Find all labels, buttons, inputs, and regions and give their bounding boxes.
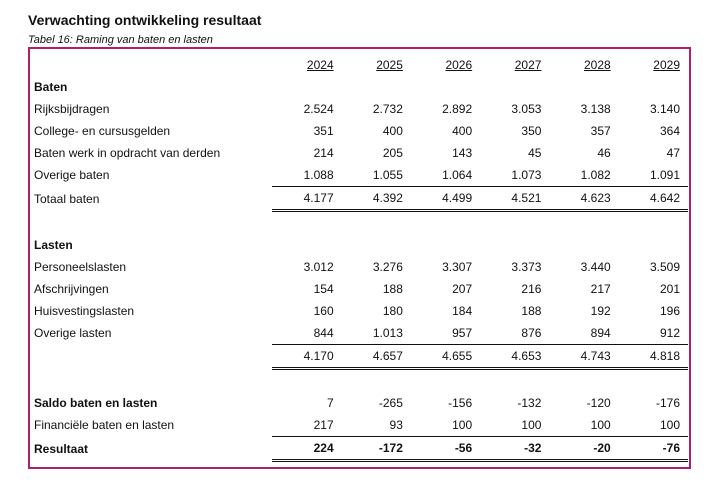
value-cell [619, 76, 688, 98]
value-cell: 4.642 [619, 187, 688, 211]
value-cell: 4.521 [480, 187, 549, 211]
value-cell: 2.524 [303, 102, 334, 116]
row-label: Overige baten [34, 168, 110, 183]
value-cell: 3.012 [303, 260, 334, 274]
value-cell: 4.623 [549, 187, 618, 211]
value-cell: 205 [382, 146, 403, 160]
value-cell: 3.509 [649, 260, 680, 274]
value-cell: 214 [313, 146, 334, 160]
total-row-lasten [34, 345, 688, 369]
spacer-row [34, 369, 688, 393]
value-cell: 216 [521, 282, 542, 296]
value-cell: -172 [342, 437, 411, 461]
value-cell: 217 [590, 282, 611, 296]
value-cell [619, 211, 688, 235]
value-cell: 3.138 [580, 102, 611, 116]
value-cell [411, 369, 480, 393]
table-row [34, 322, 688, 345]
value-cell: 4.653 [480, 345, 549, 369]
table-frame [28, 47, 691, 469]
value-cell: 351 [313, 124, 334, 138]
value-cell: 180 [382, 304, 403, 318]
value-cell [480, 369, 549, 393]
table-row [34, 98, 688, 120]
table-row [34, 142, 688, 164]
value-cell: 400 [382, 124, 403, 138]
value-cell: 1.082 [580, 168, 611, 182]
value-cell: 3.053 [511, 102, 542, 116]
row-label: Financiële baten en lasten [34, 418, 175, 433]
table-row [34, 278, 688, 300]
value-cell [480, 211, 549, 235]
row-label: Rijksbijdragen [34, 102, 110, 116]
value-cell: 1.064 [442, 168, 473, 182]
value-cell [480, 76, 549, 98]
year-header-row [34, 53, 688, 76]
value-cell: 7 [326, 396, 334, 410]
value-cell: 1.088 [303, 168, 334, 182]
value-cell: 4.177 [272, 187, 341, 211]
value-cell: -156 [448, 396, 473, 410]
year-header: 2024 [306, 57, 334, 72]
value-cell: 357 [590, 124, 611, 138]
value-cell: -132 [517, 396, 542, 410]
value-cell: -56 [411, 437, 480, 461]
value-cell: 196 [659, 304, 680, 318]
year-header: 2025 [376, 57, 403, 72]
value-cell: -176 [655, 396, 680, 410]
value-cell: -120 [586, 396, 611, 410]
total-row-baten [34, 187, 688, 211]
table-row [34, 164, 688, 187]
year-header: 2028 [583, 57, 611, 72]
row-label: Baten werk in opdracht van derden [34, 146, 221, 160]
value-cell: 400 [452, 124, 473, 138]
value-cell: 1.055 [372, 168, 403, 182]
row-label: Resultaat [34, 441, 89, 456]
value-cell: 3.440 [580, 260, 611, 274]
value-cell: 3.276 [372, 260, 403, 274]
value-cell [342, 76, 411, 98]
value-cell [549, 369, 618, 393]
value-cell: 100 [659, 418, 680, 432]
value-cell: 4.657 [342, 345, 411, 369]
value-cell: 207 [452, 282, 473, 296]
value-cell: 100 [452, 418, 473, 432]
value-cell: 93 [389, 418, 403, 432]
value-cell [619, 369, 688, 393]
value-cell: 2.732 [372, 102, 403, 116]
value-cell: 154 [313, 282, 334, 296]
value-cell: 876 [521, 326, 542, 340]
value-cell [411, 234, 480, 256]
table-row [34, 120, 688, 142]
value-cell: 957 [452, 326, 473, 340]
row-label: Saldo baten en lasten [34, 396, 158, 410]
row-label: Huisvestingslasten [34, 304, 135, 318]
value-cell [480, 234, 549, 256]
value-cell: 1.091 [649, 168, 680, 182]
spacer-row [34, 211, 688, 235]
value-cell [342, 211, 411, 235]
value-cell: 364 [659, 124, 680, 138]
financieel-row [34, 414, 688, 437]
year-header: 2026 [445, 57, 473, 72]
resultaat-row [34, 437, 688, 461]
value-cell: 894 [590, 326, 611, 340]
value-cell: 224 [272, 437, 341, 461]
value-cell: -76 [619, 437, 688, 461]
spacer [34, 369, 272, 393]
value-cell: 143 [452, 146, 473, 160]
saldo-row [34, 392, 688, 414]
value-cell: 100 [521, 418, 542, 432]
value-cell [549, 76, 618, 98]
value-cell [549, 211, 618, 235]
value-cell: 160 [313, 304, 334, 318]
value-cell: 2.892 [442, 102, 473, 116]
section-heading: Baten [34, 80, 68, 94]
row-label: Personeelslasten [34, 260, 127, 274]
value-cell: 912 [659, 326, 680, 340]
value-cell: 46 [597, 146, 611, 160]
table-row [34, 256, 688, 278]
value-cell: 4.170 [272, 345, 341, 369]
row-label: Afschrijvingen [34, 282, 109, 296]
section-heading: Lasten [34, 238, 73, 252]
value-cell: 217 [313, 418, 334, 432]
year-header: 2027 [514, 57, 542, 72]
value-cell [272, 211, 341, 235]
page-title: Verwachting ontwikkeling resultaat [28, 12, 262, 28]
value-cell: 1.073 [511, 168, 542, 182]
value-cell: 3.140 [649, 102, 680, 116]
value-cell [272, 234, 341, 256]
forecast-table [34, 53, 688, 462]
value-cell: -32 [480, 437, 549, 461]
value-cell [619, 234, 688, 256]
value-cell: 188 [382, 282, 403, 296]
value-cell [272, 369, 341, 393]
row-label: College- en cursusgelden [34, 124, 171, 138]
value-cell: 4.499 [411, 187, 480, 211]
value-cell [342, 369, 411, 393]
row-label: Totaal baten [34, 191, 100, 206]
section-heading-lasten [34, 234, 688, 256]
value-cell [411, 211, 480, 235]
value-cell: 350 [521, 124, 542, 138]
value-cell: 100 [590, 418, 611, 432]
value-cell: 4.818 [619, 345, 688, 369]
value-cell: 4.392 [342, 187, 411, 211]
value-cell: 45 [528, 146, 542, 160]
value-cell: -265 [378, 396, 403, 410]
value-cell: 188 [521, 304, 542, 318]
value-cell: 184 [452, 304, 473, 318]
section-heading-baten [34, 76, 688, 98]
value-cell [411, 76, 480, 98]
value-cell: 3.307 [442, 260, 473, 274]
row-label: Overige lasten [34, 326, 112, 341]
spacer [34, 211, 272, 235]
value-cell: 192 [590, 304, 611, 318]
value-cell: 844 [313, 326, 334, 340]
year-header: 2029 [653, 57, 680, 72]
value-cell: 201 [659, 282, 680, 296]
value-cell: 4.743 [549, 345, 618, 369]
value-cell: 1.013 [372, 326, 403, 340]
value-cell [272, 76, 341, 98]
row-label [34, 345, 272, 369]
value-cell: -20 [549, 437, 618, 461]
table-caption: Tabel 16: Raming van baten en lasten [28, 34, 213, 46]
header-empty [34, 53, 272, 76]
value-cell: 3.373 [511, 260, 542, 274]
value-cell: 47 [666, 146, 680, 160]
table-row [34, 300, 688, 322]
value-cell [342, 234, 411, 256]
value-cell [549, 234, 618, 256]
value-cell: 4.655 [411, 345, 480, 369]
